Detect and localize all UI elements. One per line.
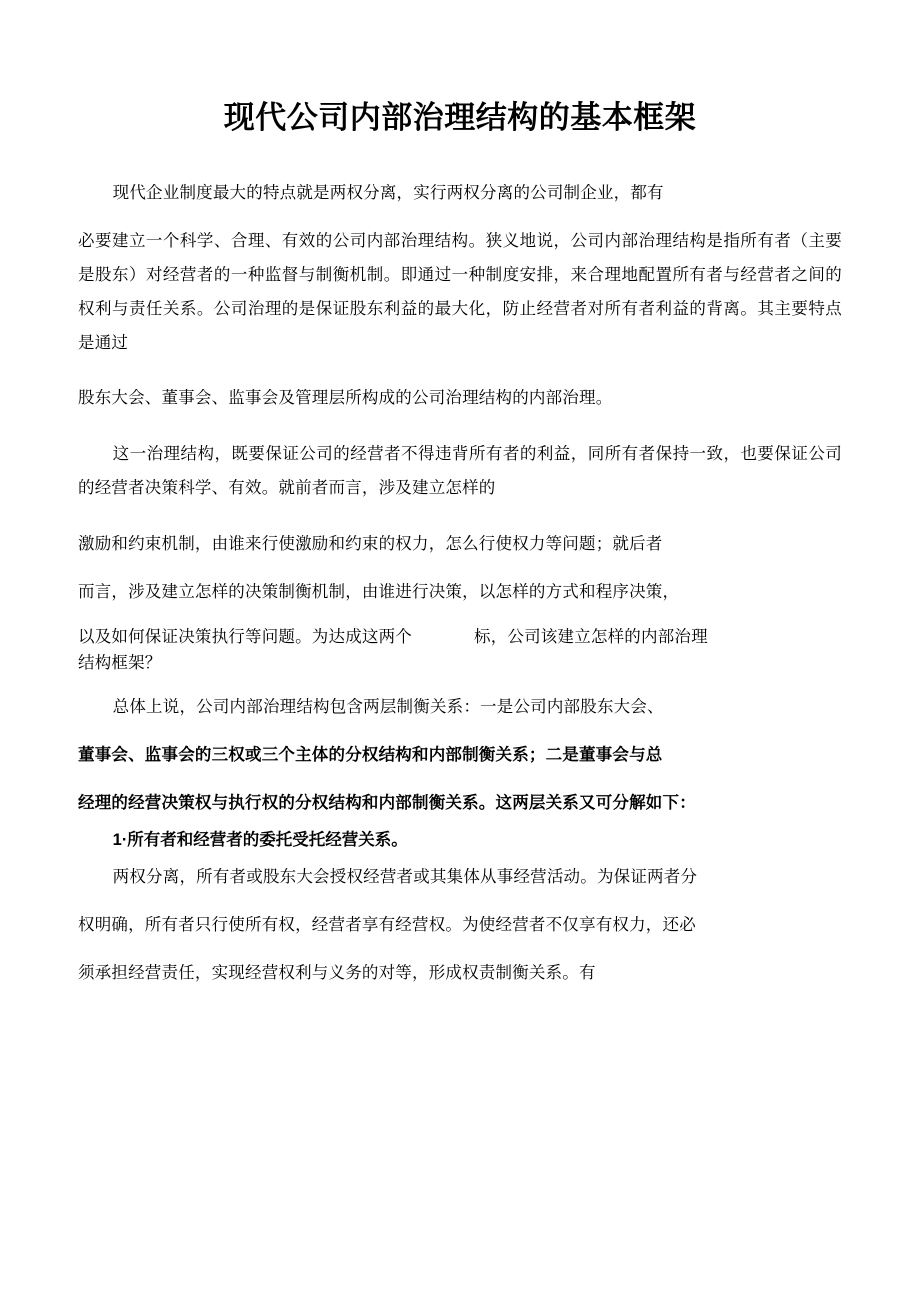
paragraph-10: 经理的经营决策权与执行权的分权结构和内部制衡关系。这两层关系又可分解如下： xyxy=(78,793,696,812)
paragraph-2: 必要建立一个科学、合理、有效的公司内部治理结构。狭义地说，公司内部治理结构是指所有者（主要是股东）对经营者的一种监督与制衡机制。即通过一种制度安排，来合理地配置所有者与经营者之间的权利与责任关系。公司治理的是保证股东利益的最大化，防止经营者对所有者利益的背离。其主要特点是通过 xyxy=(78,232,842,352)
paragraph-7-before: 以及如何保证决策执行等问题。为达成这两个 xyxy=(78,627,412,646)
paragraph-1: 现代企业制度最大的特点就是两权分离，实行两权分离的公司制企业，都有 xyxy=(112,184,664,203)
paragraph-13: 权明确，所有者只行使所有权，经营者享有经营权。为使经营者不仅享有权力，还必 xyxy=(78,916,696,935)
paragraph-6: 而言，涉及建立怎样的决策制衡机制，由谁进行决策，以怎样的方式和程序决策， xyxy=(78,582,680,601)
list-item: 1·所有者和经营者的委托受托经营关系。 xyxy=(112,831,408,850)
page-title: 现代公司内部治理结构的基本框架 xyxy=(223,100,697,135)
paragraph-7 xyxy=(78,624,842,651)
paragraph-4: 这一治理结构，既要保证公司的经营者不得违背所有者的利益，同所有者保持一致，也要保证公司的经营者决策科学、有效。就前者而言，涉及建立怎样的 xyxy=(78,445,842,498)
document-body xyxy=(78,177,842,990)
paragraph-9: 董事会、监事会的三权或三个主体的分权结构和内部制衡关系；二是董事会与总 xyxy=(78,745,663,764)
paragraph-5: 激励和约束机制，由谁来行使激励和约束的权力，怎么行使权力等问题；就后者 xyxy=(78,534,663,553)
paragraph-12: 两权分离，所有者或股东大会授权经营者或其集体从事经营活动。为保证两者分 xyxy=(112,868,698,887)
paragraph-14: 须承担经营责任，实现经营权利与义务的对等，形成权责制衡关系。有 xyxy=(78,964,596,983)
paragraph-8: 总体上说，公司内部治理结构包含两层制衡关系：一是公司内部股东大会、 xyxy=(112,697,664,716)
paragraph-7-continuation: 结构框架？ xyxy=(78,654,162,673)
paragraph-7-after: 标，公司该建立怎样的内部治理 xyxy=(474,627,708,646)
paragraph-3: 股东大会、董事会、监事会及管理层所构成的公司治理结构的内部治理。 xyxy=(78,389,613,408)
